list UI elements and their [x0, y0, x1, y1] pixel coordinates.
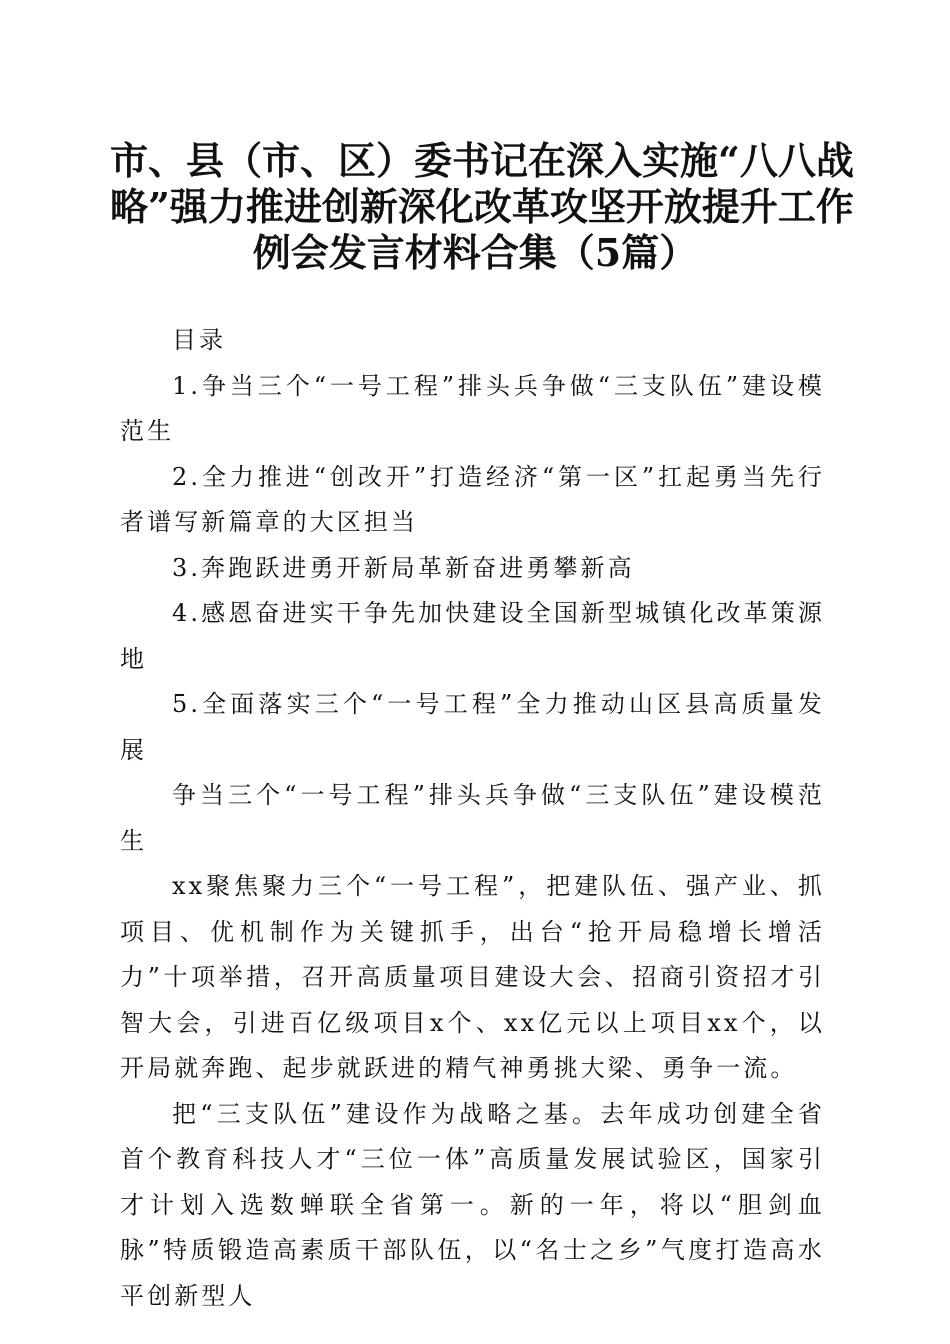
toc-item-4: 4.感恩奋进实干争先加快建设全国新型城镇化改革策源地	[120, 599, 825, 673]
title-line-2: 略”强力推进创新深化改革攻坚开放提升工作	[110, 184, 854, 229]
document-title	[110, 138, 854, 276]
toc-item-1: 1.争当三个“一号工程”排头兵争做“三支队伍”建设模范生	[120, 371, 825, 445]
document-body	[120, 318, 825, 1319]
toc-item-3: 3.奔跑跃进勇开新局革新奋进勇攀新高	[172, 553, 635, 582]
paragraph-1: xx聚焦聚力三个“一号工程”，把建队伍、强产业、抓项目、优机制作为关键抓手，出台“抢开局稳增长增活力”十项举措，召开高质量项目建设大会、招商引资招才引智大会，引进百亿级项目x个、xx亿元以上项目xx个，以开局就奔跑、起步就跃进的精气神勇挑大梁、勇争一流。	[120, 872, 825, 1082]
toc-item-5: 5.全面落实三个“一号工程”全力推动山区县高质量发展	[120, 690, 825, 764]
title-line-3: 例会发言材料合集（5篇）	[252, 230, 698, 275]
paragraph-2: 把“三支队伍”建设作为战略之基。去年成功创建全省首个教育科技人才“三位一体”高质量发展试验区，国家引才计划入选数蝉联全省第一。新的一年，将以“胆剑血脉”特质锻造高素质干部队伍，以“名士之乡”气度打造高水平创新型人	[120, 1099, 825, 1310]
section-title: 争当三个“一号工程”排头兵争做“三支队伍”建设模范生	[120, 781, 825, 855]
toc-item-2: 2.全力推进“创改开”打造经济“第一区”扛起勇当先行者谱写新篇章的大区担当	[120, 462, 825, 536]
title-line-1: 市、县（市、区）委书记在深入实施“八八战	[110, 138, 854, 183]
toc-heading: 目录	[172, 326, 227, 354]
